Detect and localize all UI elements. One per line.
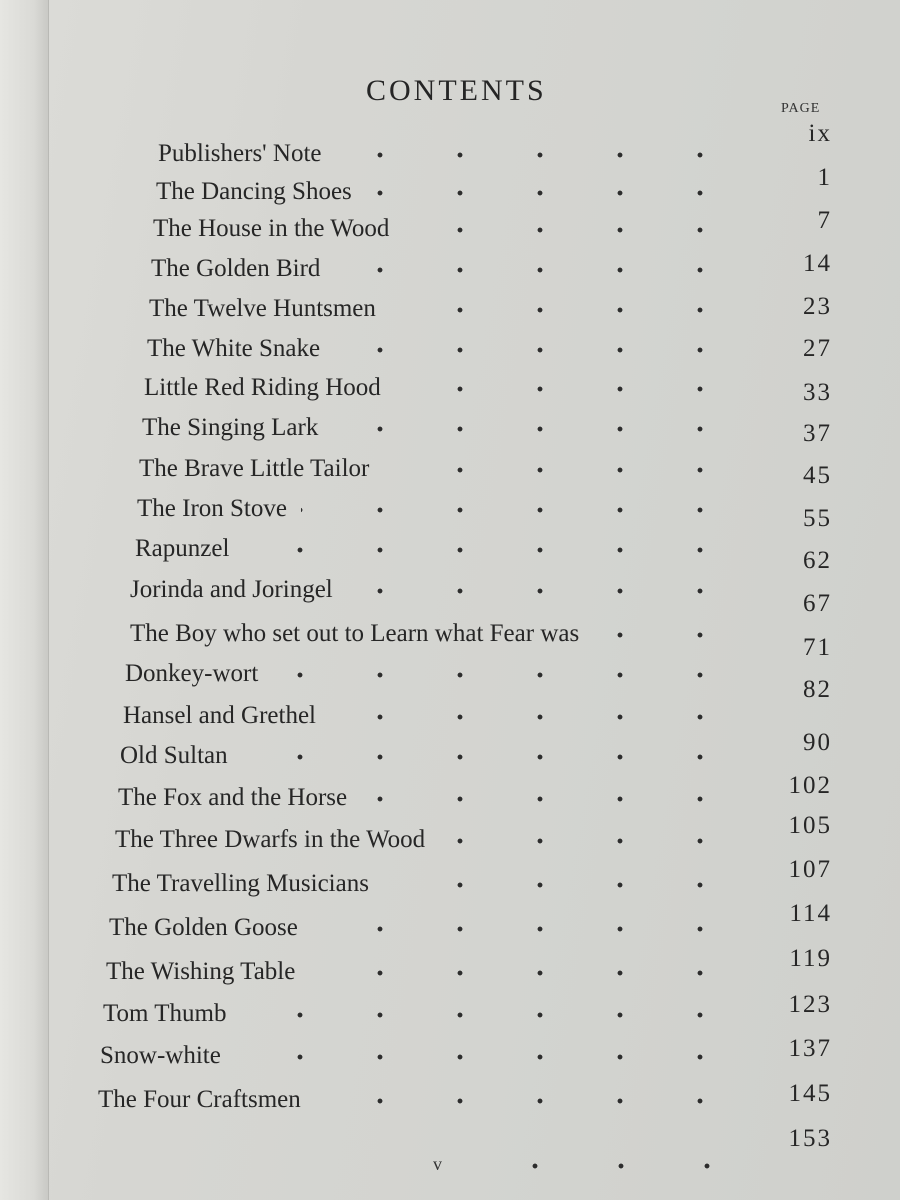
toc-entry — [142, 414, 830, 454]
entry-page-number — [748, 379, 832, 419]
dot-leader — [460, 1154, 750, 1178]
entry-title: Rapunzel — [135, 535, 230, 562]
dot-leader — [390, 295, 740, 325]
dot-leader — [439, 826, 740, 856]
toc-entry — [153, 215, 830, 255]
entry-title: Publishers' Note — [158, 140, 322, 167]
page-number-text: 37 — [803, 420, 832, 447]
page-number-text: 27 — [803, 335, 832, 362]
page-number-text: 114 — [789, 900, 832, 927]
toc-entry — [139, 455, 830, 495]
dot-leader — [361, 784, 740, 814]
entry-page-number — [748, 120, 832, 160]
toc-entry — [109, 914, 830, 954]
page-number-text: 7 — [817, 207, 832, 234]
page-number-text: 62 — [803, 547, 832, 574]
page-number-text: 55 — [803, 505, 832, 532]
dot-leader — [383, 870, 740, 900]
toc-entry — [100, 1042, 830, 1082]
dot-leader — [403, 215, 740, 245]
dot-leader — [366, 178, 740, 208]
dot-leader — [235, 1042, 740, 1072]
entry-page-number — [748, 164, 832, 204]
dot-leader — [336, 140, 740, 170]
page-number-text: 33 — [803, 379, 832, 406]
entry-title: The Travelling Musicians — [112, 870, 369, 897]
entry-title: Jorinda and Joringel — [130, 576, 333, 603]
entry-title: The Three Dwarfs in the Wood — [115, 826, 426, 853]
page-gutter-edge — [0, 0, 49, 1200]
dot-leader — [593, 620, 740, 650]
toc-entry — [120, 742, 830, 782]
entry-title: The Dancing Shoes — [156, 178, 352, 205]
entry-title: Little Red Riding Hood — [144, 374, 381, 401]
page-number-text: 123 — [788, 991, 832, 1018]
toc-entry — [137, 495, 830, 535]
page-number-text: ix — [808, 120, 832, 147]
dot-leader — [301, 495, 740, 525]
dot-leader — [395, 374, 740, 404]
page-column-label: PAGE — [781, 101, 821, 116]
toc-entry — [106, 958, 830, 998]
toc-entry — [144, 374, 830, 414]
page-number-text: 23 — [803, 293, 832, 320]
dot-leader — [315, 1086, 740, 1116]
entry-page-number — [748, 250, 832, 290]
page-number-text: 145 — [788, 1080, 832, 1107]
toc-entry — [130, 620, 830, 660]
page-folio: v — [433, 1154, 442, 1174]
entry-title: The Fox and the Horse — [118, 784, 348, 811]
entry-page-number — [748, 1125, 832, 1165]
entry-title: The Singing Lark — [142, 414, 319, 441]
dot-leader — [383, 455, 740, 485]
entry-page-number — [748, 420, 832, 460]
toc-entry — [130, 576, 830, 616]
entry-title: The Twelve Huntsmen — [149, 295, 376, 322]
entry-title: Tom Thumb — [103, 1000, 227, 1027]
dot-leader — [242, 742, 740, 772]
entry-title: The White Snake — [147, 335, 321, 362]
page-number-text: 102 — [788, 772, 832, 799]
entry-title: Snow-white — [100, 1042, 221, 1069]
page-number-text: 119 — [789, 945, 832, 972]
dot-leader — [272, 660, 740, 690]
dot-leader — [241, 1000, 740, 1030]
dot-leader — [309, 958, 740, 988]
entry-page-number — [748, 335, 832, 375]
toc-entry — [158, 140, 830, 180]
page-number-text: 1 — [817, 164, 832, 191]
entry-title: Old Sultan — [120, 742, 228, 769]
entry-title: The Golden Bird — [151, 255, 321, 282]
page-number-text: 71 — [803, 634, 832, 661]
page-number-text: 105 — [788, 812, 832, 839]
page-number-text: 107 — [788, 856, 832, 883]
page-number-text: 90 — [803, 729, 832, 756]
dot-leader — [332, 414, 740, 444]
toc-entry — [98, 1086, 830, 1126]
toc-entry — [123, 702, 830, 742]
toc-entry — [112, 870, 830, 910]
entry-title: The Brave Little Tailor — [139, 455, 370, 482]
entry-page-number — [748, 207, 832, 247]
page-number-text: 137 — [788, 1035, 832, 1062]
toc-entry — [147, 335, 830, 375]
toc-entry — [156, 178, 830, 218]
toc-entry — [103, 1000, 830, 1040]
entry-title: The Golden Goose — [109, 914, 298, 941]
dot-leader — [347, 576, 740, 606]
entry-page-number — [748, 293, 832, 333]
dot-leader — [334, 335, 740, 365]
entry-title: The House in the Wood — [153, 215, 390, 242]
page-number-text: 14 — [803, 250, 832, 277]
page-number-text: 45 — [803, 462, 832, 489]
toc-entry — [115, 826, 830, 866]
entry-title: The Boy who set out to Learn what Fear was — [130, 620, 580, 647]
toc-entry — [149, 295, 830, 335]
toc-entry — [125, 660, 830, 700]
toc-entry — [135, 535, 830, 575]
entry-title: The Four Craftsmen — [98, 1086, 301, 1113]
contents-heading: CONTENTS — [366, 74, 547, 107]
dot-leader — [334, 255, 740, 285]
page-number-text: 82 — [803, 676, 832, 703]
page-number-text: 153 — [788, 1125, 832, 1152]
entry-title: Donkey-wort — [125, 660, 259, 687]
dot-leader — [330, 702, 740, 732]
page-number-text: 67 — [803, 590, 832, 617]
toc-entry — [118, 784, 830, 824]
dot-leader — [243, 535, 740, 565]
entry-title: The Wishing Table — [106, 958, 296, 985]
entry-title: Hansel and Grethel — [123, 702, 316, 729]
dot-leader — [312, 914, 740, 944]
entry-title: The Iron Stove — [137, 495, 287, 522]
toc-entry — [151, 255, 830, 295]
